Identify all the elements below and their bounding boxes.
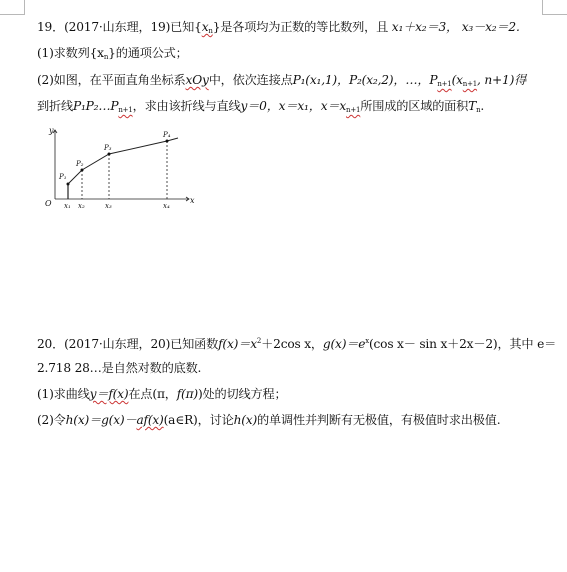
- q20-hx: h(x): [233, 413, 257, 427]
- q19-part1-text: (1)求数列{x: [37, 46, 104, 60]
- q19-part1-sub: n: [103, 53, 109, 61]
- q20-part2-text: 的单调性并判断有无极值，有极值时求出极值.: [257, 413, 501, 427]
- tick-x2: x₂: [78, 202, 85, 210]
- q19-pn-x-sub: n+1: [462, 80, 478, 88]
- page-corner-mark-left: [0, 0, 25, 15]
- point-p1: [67, 183, 70, 186]
- q19-line1: [37, 19, 520, 39]
- q20-af: af(x): [136, 413, 164, 427]
- q19-eq1: x₁＋x₂＝3，: [391, 20, 459, 34]
- q19-polyline: P₁P₂…P: [72, 99, 119, 113]
- q19-points: P₁(x₁,1)，P₂(x₂,2)，…，P: [292, 73, 438, 87]
- q19-source: (2017·山东理，19): [64, 20, 171, 34]
- tick-x4: x₄: [163, 202, 170, 210]
- q20-text: 已知函数: [170, 337, 219, 351]
- q19-part2-line1: [37, 72, 526, 92]
- q20-line1: [37, 333, 556, 352]
- q20-curve: y＝f(x): [89, 387, 129, 401]
- q19-part2-text: ，求由该折线与直线: [132, 99, 241, 113]
- q19-seq-sub: n: [208, 27, 213, 35]
- point-p4: [166, 140, 169, 143]
- q19-lines: y＝0，x＝x₁，x＝x: [240, 99, 347, 113]
- q20-part2-text: (2)令: [37, 413, 66, 427]
- point-p3: [108, 153, 111, 156]
- point-p2: [81, 169, 84, 172]
- q19-lines-sub: n+1: [346, 106, 361, 114]
- q20-g-def: g(x)＝e: [322, 337, 366, 351]
- p2-label: P₂: [76, 160, 84, 168]
- q19-pn-x: (x: [451, 73, 463, 87]
- page-corner-mark-right: [542, 0, 567, 15]
- q20-text: ＋2cos x，: [261, 337, 323, 351]
- q20-number: 20．: [37, 337, 65, 351]
- q20-part2: [37, 412, 500, 428]
- q19-part2-text: 中，依次连接点: [208, 73, 293, 87]
- q20-part1-text: (1)求曲线: [37, 387, 90, 401]
- p4-label: P₄: [163, 131, 171, 139]
- q20-part1-text: 在点(π，: [128, 387, 177, 401]
- q20-part1: [37, 386, 286, 402]
- q19-eq2: x₃－x₂＝2.: [461, 20, 520, 34]
- y-axis-label: y: [49, 126, 54, 135]
- q19-text: 已知{: [170, 20, 202, 34]
- origin-label: O: [45, 199, 52, 208]
- polyline-path: [68, 138, 178, 184]
- q20-text: (cos x－ sin x＋2x－2)，其中 e＝: [369, 337, 557, 351]
- q19-xoy: xOy: [185, 73, 209, 87]
- q19-seq: [202, 20, 213, 34]
- q20-exp: x: [365, 337, 369, 345]
- q20-h-def: h(x)＝g(x)－: [65, 413, 137, 427]
- p3-label: P₃: [104, 144, 112, 152]
- q20-fpi: f(π): [176, 387, 198, 401]
- q19-part2-text: 所围成的区域的面积: [360, 99, 469, 113]
- q20-source: (2017·山东理，20): [64, 337, 171, 351]
- q19-part2-text: (2)如图，在平面直角坐标系: [37, 73, 186, 87]
- q20-square: 2: [256, 337, 262, 345]
- q19-text: }是各项均为正数的等比数列，且: [212, 20, 389, 34]
- q20-part2-text: (a∈R)，讨论: [163, 413, 234, 427]
- q19-Tn: T: [468, 99, 477, 113]
- q20-part1-text: )处的切线方程；: [197, 387, 287, 401]
- q19-number: 19．: [37, 20, 65, 34]
- q19-part2-text: 到折线: [37, 99, 73, 113]
- tick-x3: x₃: [105, 202, 112, 210]
- q19-pn-end: , n+1)得: [477, 73, 527, 87]
- q19-part1-end: }的通项公式；: [108, 46, 188, 60]
- q19-period: .: [480, 99, 485, 113]
- p1-label: P₁: [59, 173, 67, 181]
- q19-part1: [37, 45, 188, 65]
- q19-pn-sub: n+1: [437, 80, 452, 88]
- tick-x1: x₁: [64, 202, 71, 210]
- x-axis-label: x: [190, 196, 195, 205]
- q19-figure: [37, 123, 197, 213]
- q19-part2-line2: [37, 98, 484, 118]
- q20-f-def: f(x)＝x: [218, 337, 257, 351]
- q19-seq-var: x: [201, 20, 209, 34]
- q19-Tn-sub: n: [476, 106, 481, 114]
- q19-polyline-sub: n+1: [118, 106, 133, 114]
- q20-e-value: 2.718 28…是自然对数的底数.: [37, 361, 202, 375]
- q20-line2: [37, 360, 201, 376]
